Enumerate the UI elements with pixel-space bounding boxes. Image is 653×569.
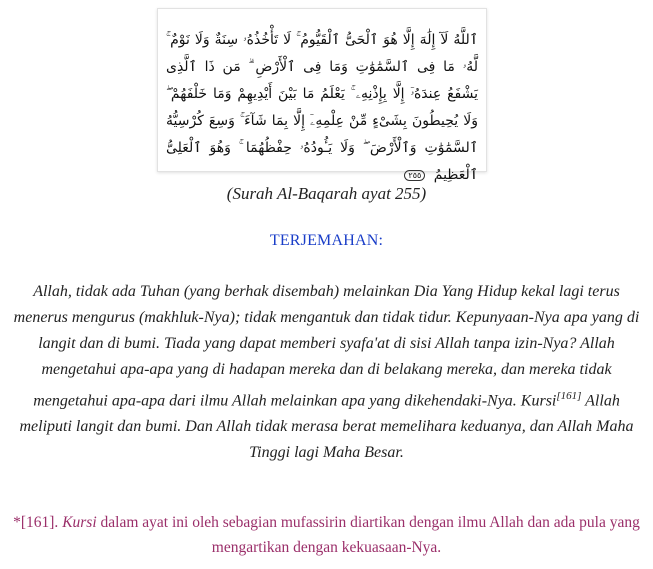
footnote-reference[interactable]: [161] [556, 390, 582, 402]
footnote [8, 510, 645, 560]
footnote-text: dalam ayat ini oleh sebagian mufassirin diartikan dengan ilmu Allah dan ada pula yang mengartikan dengan kekuasaan-Nya. [96, 514, 640, 556]
translation-text [8, 279, 645, 466]
verse-image-box [157, 8, 487, 183]
translation-part-1: Allah, tidak ada Tuhan (yang berhak disembah) melainkan Dia Yang Hidup kekal lagi terus menerus mengurus (makhluk-Nya); tidak mengantuk dan tidak tidur. Kepunyaan-Nya apa yang di langit dan di bumi. Tiada yang dapat memberi syafa'at di sisi Allah tanpa izin-Nya? Allah mengetahui apa-apa yang di hadapan mereka dan di belakang mereka, dan mereka tidak mengetahui apa-apa dari ilmu Allah melainkan apa yang dikehendaki-Nya. Kursi [13, 283, 640, 410]
verse-caption: (Surah Al-Baqarah ayat 255) [226, 184, 427, 203]
translation-part-2: Allah meliputi langit dan bumi. Dan Allah tidak merasa berat memelihara keduanya, dan Allah Maha Tinggi lagi Maha Besar. [19, 392, 634, 462]
ayah-number-marker: ٢٥٥ [404, 170, 425, 181]
arabic-verse-text [166, 27, 478, 189]
translation-heading: TERJEMAHAN: [269, 232, 384, 249]
footnote-marker: *[161]. [13, 514, 59, 531]
footnote-term: Kursi [62, 514, 97, 531]
arabic-verse-body: ٱللَّهُ لَآ إِلَٰهَ إِلَّا هُوَ ٱلْحَىُّ ٱلْقَيُّومُ ۚ لَا تَأْخُذُهُۥ سِنَةٌ وَلَا نَوْمٌ ۚ لَّهُۥ مَا فِى ٱلسَّمَٰوَٰتِ وَمَا فِى ٱلْأَرْضِ ۗ مَن ذَا ٱلَّذِى يَشْفَعُ عِندَهُۥٓ إِلَّا بِإِذْنِهِۦ ۚ يَعْلَمُ مَا بَيْنَ أَيْدِيهِمْ وَمَا خَلْفَهُمْ ۖ وَلَا يُحِيطُونَ بِشَىْءٍ مِّنْ عِلْمِهِۦٓ إِلَّا بِمَا شَآءَ ۚ وَسِعَ كُرْسِيُّهُ ٱلسَّمَٰوَٰتِ وَٱلْأَرْضَ ۖ وَلَا يَـُٔودُهُۥ حِفْظُهُمَا ۚ وَهُوَ ٱلْعَلِىُّ ٱلْعَظِيمُ [166, 32, 478, 183]
